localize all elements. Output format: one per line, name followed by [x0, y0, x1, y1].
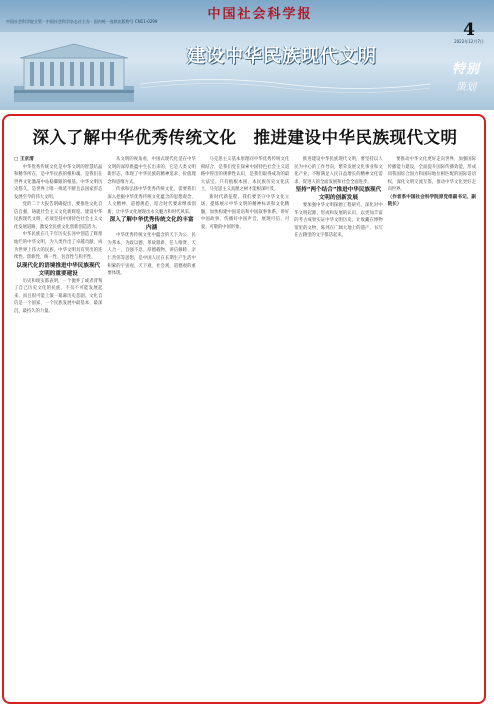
- paragraph: 马克思主义基本原理同中华优秀传统文化相结合，是我们党在探索中国特色社会主义道路中得出的规律性认识，是我们取得成功的最大法宝。只有植根本国、本民族历史文化沃土，马克思主义真理之树才能根深叶茂。: [200, 157, 290, 193]
- text-column-2: [107, 156, 195, 696]
- banner-title: 建设中华民族现代文明: [187, 46, 377, 67]
- text-column-1: [14, 156, 102, 696]
- page-number: 4: [463, 20, 475, 40]
- paragraph: 新时代新征程，我们要坚守中华文化立场，提炼展示中华文明的精神标识和文化精髓，加快构建中国话语和中国叙事体系，讲好中国故事、传播好中国声音，展现可信、可爱、可敬的中国形象。: [200, 194, 290, 230]
- decorative-lines: [140, 75, 430, 93]
- author-note: （作者系中国社会科学院原党组副书记、副院长）: [387, 194, 477, 208]
- paragraph: 要推动中华文化更好走向世界，加强国际传播能力建设，全面提升国际传播效能，形成同我国综合国力和国际地位相匹配的国际话语权，深化文明交流互鉴，推动中华文化更好走向世界。: [387, 157, 477, 193]
- special-label: 特别: [451, 62, 480, 77]
- text-column-4: [294, 156, 382, 696]
- page-date: 2022年12月7日: [454, 39, 484, 44]
- paragraph: 要加强中华文明探源工程研究，深化对中华文明起源、形成和发展的认识，以更加丰富的考古成果实证中华文明历史，让收藏在博物馆里的文物、陈列在广阔大地上的遗产、书写在古籍里的文字都活起来。: [294, 203, 383, 239]
- paper-subtitle: 中国社会科学院主管 · 中国社会科学杂志社主办 · 国内统一连续出版物号 CN11-0299: [6, 19, 158, 24]
- paragraph: 历史和现实都表明，一个抛弃了或者背叛了自己历史文化的民族，不仅不可能发展起来，而且很可能上演一幕幕历史悲剧。文化自信是一个国家、一个民族发展中最基本、最深沉、最持久的力量。: [14, 278, 103, 314]
- special-label-2: 策划: [456, 82, 476, 93]
- section-subhead: 坚持“两个结合”推进中华民族现代文明的创新发展: [295, 187, 382, 202]
- masthead: [0, 0, 494, 110]
- section-subhead: 深入了解中华优秀传统文化的丰富内涵: [109, 217, 194, 232]
- text-column-3: [201, 156, 289, 696]
- paragraph: 中华民族在几千年历史长河中创造了辉煌灿烂的中华文明，为人类作出了卓越贡献，成为世界上伟大的民族。中华文明具有突出的连续性、创新性、统一性、包容性与和平性。: [14, 232, 103, 261]
- article-frame: [2, 114, 486, 704]
- paragraph: 党的二十大报告明确提出，要推进文化自信自强，铸就社会主义文化新辉煌。建设中华民族现代文明，必须坚持中国特色社会主义文化发展道路，激发全民族文化创新创造活力。: [14, 202, 103, 230]
- article-headline: 深入了解中华优秀传统文化 推进建设中华民族现代文明: [32, 128, 458, 147]
- paper-name: 中国社会科学报: [207, 7, 313, 22]
- text-column-5: [388, 156, 476, 696]
- paragraph: 中华优秀传统文化是中华文明的智慧结晶和精华所在，是中华民族的根和魂，是我们在世界文化激荡中站稳脚跟的根基。中华文明历史悠久，是世界上唯一绵延不断且以国家形态发展至今的伟大文明。: [14, 164, 103, 200]
- paragraph: 推进建设中华民族现代文明，要坚持以人民为中心的工作导向，繁荣发展文化事业和文化产业，不断满足人民日益增长的精神文化需求，促进人的全面发展和社会全面进步。: [294, 157, 383, 185]
- paragraph: 中华优秀传统文化中蕴含的天下为公、民为邦本、为政以德、革故鼎新、任人唯贤、天人合一、自强不息、厚德载物、讲信修睦、亲仁善邻等思想，是中国人民在长期生产生活中积累的宇宙观、天下观、社会观、道德观的重要体现。: [107, 233, 196, 277]
- paragraph: 传承和弘扬中华优秀传统文化，需要我们深入挖掘中华优秀传统文化蕴含的思想观念、人文精神、道德规范，结合时代要求继承创新，让中华文化展现出永久魅力和时代风采。: [107, 187, 196, 215]
- article-byline: □ 王京清: [14, 157, 34, 162]
- section-subhead: 以现代化的语境推进中华民族现代文明的重要建设: [16, 262, 101, 277]
- article-body: [14, 156, 476, 696]
- paragraph: 从文明的视角看，中国式现代化是在中华文明的深厚底蕴中生长出来的，它是人类文明新形态，体现了中华民族的精神追求、价值理念和思维方式。: [107, 157, 196, 185]
- building-illustration: [14, 40, 134, 102]
